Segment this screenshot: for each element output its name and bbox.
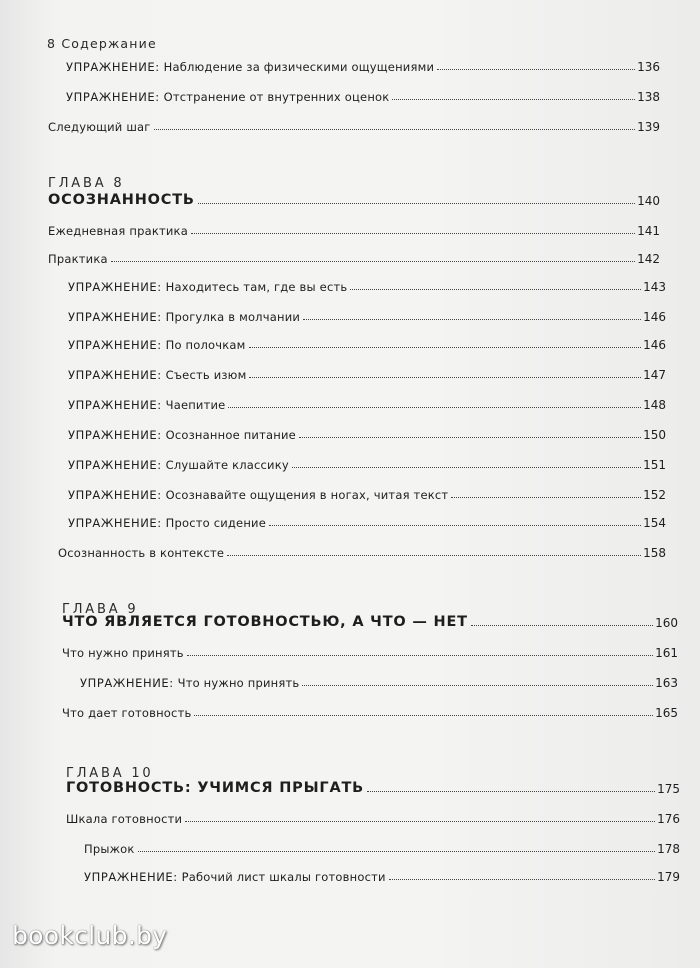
- dot-leader: [350, 289, 641, 290]
- entry-text: [66, 60, 434, 74]
- entry-title: Осознанность в контексте: [58, 546, 225, 560]
- entry-title: Просто сидение: [165, 516, 266, 530]
- entry-title: Находитесь там, где вы есть: [165, 280, 348, 294]
- exercise-label: УПРАЖНЕНИЕ:: [68, 310, 162, 324]
- page-number: 176: [657, 812, 680, 826]
- dot-leader: [249, 347, 642, 348]
- exercise-label: УПРАЖНЕНИЕ:: [66, 60, 160, 74]
- entry-text: [68, 338, 246, 352]
- dot-leader: [392, 99, 635, 100]
- page-number: 160: [655, 616, 678, 630]
- chapter-heading: ГЛАВА 8: [48, 176, 125, 191]
- page-number: 146: [643, 338, 666, 352]
- entry-title: Отстранение от внутренних оценок: [163, 90, 390, 104]
- page-number: 142: [637, 252, 660, 266]
- page-number: 139: [637, 120, 660, 134]
- chapter-heading: ГЛАВА 10: [66, 766, 154, 781]
- entry-text: [80, 676, 299, 690]
- exercise-label: УПРАЖНЕНИЕ:: [68, 458, 162, 472]
- toc-section[interactable]: [48, 220, 660, 238]
- page-number: 178: [657, 842, 680, 856]
- dot-leader: [303, 319, 641, 320]
- page-number: 141: [637, 224, 660, 238]
- dot-leader: [154, 129, 636, 130]
- page-number: 140: [637, 194, 660, 208]
- entry-text: [66, 90, 389, 104]
- dot-leader: [194, 715, 653, 716]
- exercise-label: УПРАЖНЕНИЕ:: [68, 398, 162, 412]
- exercise-label: УПРАЖНЕНИЕ:: [68, 488, 162, 502]
- dot-leader: [227, 555, 641, 556]
- entry-title: Что дает готовность: [62, 706, 192, 720]
- toc-exercise[interactable]: [80, 672, 678, 690]
- entry-title: ЧТО ЯВЛЯЕТСЯ ГОТОВНОСТЬЮ, А ЧТО — НЕТ: [62, 614, 468, 630]
- dot-leader: [451, 497, 641, 498]
- toc-chapter-title[interactable]: [66, 778, 680, 796]
- entry-text: [84, 870, 386, 884]
- toc-exercise[interactable]: [68, 306, 666, 324]
- dot-leader: [138, 851, 656, 852]
- toc-exercise[interactable]: [68, 364, 666, 382]
- entry-title: Практика: [48, 252, 108, 266]
- exercise-label: УПРАЖНЕНИЕ:: [80, 676, 174, 690]
- exercise-label: УПРАЖНЕНИЕ:: [68, 280, 162, 294]
- toc-exercise[interactable]: [66, 56, 660, 74]
- dot-leader: [302, 685, 653, 686]
- dot-leader: [198, 203, 635, 204]
- page-number: 146: [643, 310, 666, 324]
- entry-title: ГОТОВНОСТЬ: УЧИМСЯ ПРЫГАТЬ: [66, 780, 365, 796]
- toc-exercise[interactable]: [84, 866, 680, 884]
- entry-text: [68, 458, 289, 472]
- page-number: 161: [655, 646, 678, 660]
- entry-title: Слушайте классику: [165, 458, 289, 472]
- entry-title: Наблюдение за физическими ощущениями: [163, 60, 435, 74]
- entry-text: [68, 516, 266, 530]
- page-number: 138: [637, 90, 660, 104]
- dot-leader: [437, 69, 635, 70]
- page-number: 179: [657, 870, 680, 884]
- dot-leader: [187, 655, 653, 656]
- dot-leader: [191, 233, 635, 234]
- toc-exercise[interactable]: [66, 86, 660, 104]
- page-number: 163: [655, 676, 678, 690]
- page-number: 136: [637, 60, 660, 74]
- entry-title: Шкала готовности: [66, 812, 183, 826]
- entry-title: Ежедневная практика: [48, 224, 188, 238]
- page-number: 152: [643, 488, 666, 502]
- exercise-label: УПРАЖНЕНИЕ:: [68, 338, 162, 352]
- toc-section[interactable]: [48, 116, 660, 134]
- entry-title: Что нужно принять: [177, 676, 300, 690]
- entry-text: [68, 280, 347, 294]
- dot-leader: [269, 525, 641, 526]
- chapter-heading: ГЛАВА 9: [62, 602, 139, 617]
- toc-exercise[interactable]: [68, 334, 666, 352]
- dot-leader: [292, 467, 641, 468]
- page-number: 143: [643, 280, 666, 294]
- dot-leader: [111, 261, 635, 262]
- exercise-label: УПРАЖНЕНИЕ:: [68, 368, 162, 382]
- entry-text: [68, 368, 246, 382]
- toc-chapter-title[interactable]: [48, 190, 660, 208]
- dot-leader: [249, 377, 641, 378]
- page-number: 175: [657, 782, 680, 796]
- page-number: 165: [655, 706, 678, 720]
- entry-title: Чаепитие: [165, 398, 226, 412]
- entry-title: Прыжок: [84, 842, 135, 856]
- entry-title: По полочкам: [165, 338, 246, 352]
- watermark-logo: bookclub.by: [12, 921, 168, 950]
- running-head: 8 Содержание: [47, 36, 157, 51]
- entry-title: Съесть изюм: [165, 368, 247, 382]
- entry-title: Следующий шаг: [48, 120, 151, 134]
- entry-text: [68, 310, 300, 324]
- dot-leader: [471, 625, 653, 626]
- page-number: 154: [643, 516, 666, 530]
- dot-leader: [389, 879, 655, 880]
- dot-leader: [367, 791, 655, 792]
- exercise-label: УПРАЖНЕНИЕ:: [68, 428, 162, 442]
- toc-exercise[interactable]: [68, 512, 666, 530]
- entry-title: Рабочий лист шкалы готовности: [181, 870, 386, 884]
- dot-leader: [185, 821, 655, 822]
- entry-title: ОСОЗНАННОСТЬ: [48, 192, 195, 208]
- toc-section[interactable]: [58, 542, 666, 560]
- dot-leader: [299, 437, 641, 438]
- entry-text: [68, 488, 448, 502]
- exercise-label: УПРАЖНЕНИЕ:: [84, 870, 178, 884]
- dot-leader: [228, 407, 641, 408]
- toc-exercise[interactable]: [68, 424, 666, 442]
- toc-section[interactable]: [62, 642, 678, 660]
- page-number: 147: [643, 368, 666, 382]
- entry-text: [68, 428, 296, 442]
- toc-exercise[interactable]: [68, 454, 666, 472]
- entry-title: Осознавайте ощущения в ногах, читая текст: [165, 488, 449, 502]
- page-number: 151: [643, 458, 666, 472]
- exercise-label: УПРАЖНЕНИЕ:: [66, 90, 160, 104]
- toc-section[interactable]: [48, 248, 660, 266]
- toc-exercise[interactable]: [68, 276, 666, 294]
- page-number: 158: [643, 546, 666, 560]
- exercise-label: УПРАЖНЕНИЕ:: [68, 516, 162, 530]
- entry-title: Прогулка в молчании: [165, 310, 301, 324]
- entry-text: [68, 398, 225, 412]
- entry-title: Осознанное питание: [165, 428, 296, 442]
- toc-section[interactable]: [66, 808, 680, 826]
- entry-title: Что нужно принять: [62, 646, 184, 660]
- toc-exercise[interactable]: [68, 394, 666, 412]
- toc-chapter-title[interactable]: [62, 612, 678, 630]
- toc-exercise[interactable]: [68, 484, 666, 502]
- toc-section[interactable]: [84, 838, 680, 856]
- toc-section[interactable]: [62, 702, 678, 720]
- page-number: 150: [643, 428, 666, 442]
- page-number: 148: [643, 398, 666, 412]
